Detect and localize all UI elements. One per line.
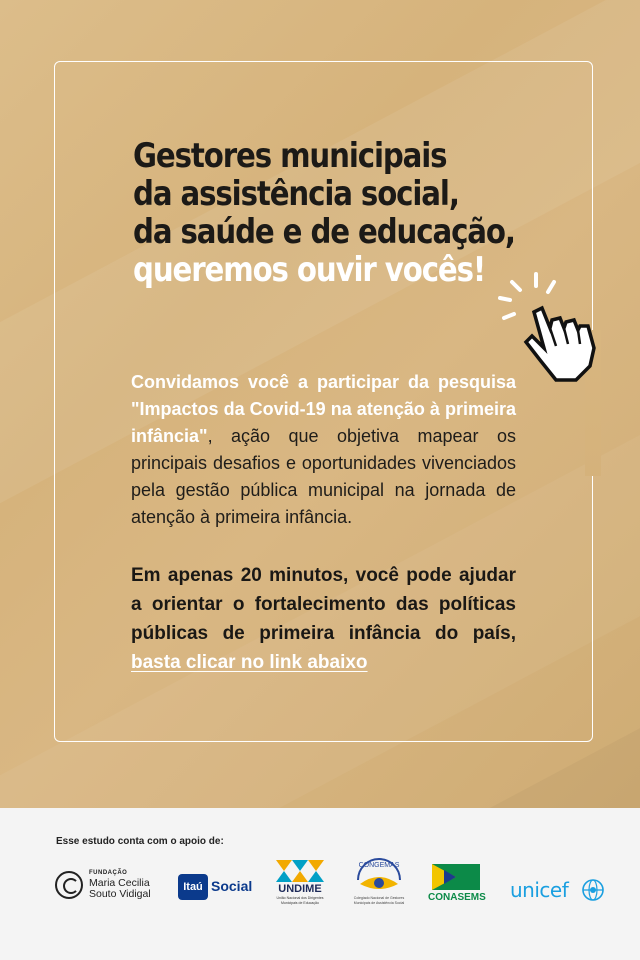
unicef-wordmark: unicef xyxy=(510,878,569,902)
itau-box: Itaú xyxy=(178,874,208,900)
congemas-logo xyxy=(352,858,406,914)
survey-link[interactable]: basta clicar no link abaixo xyxy=(131,652,368,673)
headline-line-3: da saúde e de educação, xyxy=(133,212,515,252)
fmcsv-logo xyxy=(55,868,155,904)
congemas-sub: Colegiado Nacional de Gestores Municipais de Assistência Social xyxy=(353,896,405,905)
undime-name: UNDIME xyxy=(278,883,322,895)
fmcsv-name: Maria Cecilia Souto Vidigal xyxy=(89,877,151,900)
fmcsv-emblem-icon xyxy=(55,871,83,899)
headline-line-4: queremos ouvir vocês! xyxy=(133,250,486,290)
intro-paragraph xyxy=(131,369,516,531)
intro-highlight: Convidamos você a participar da pesquisa "Impactos da Covid-19 na atenção à primeira infância" xyxy=(131,372,516,446)
call-to-action xyxy=(131,561,516,677)
headline-line-1: Gestores municipais xyxy=(133,136,447,176)
headline xyxy=(133,136,515,290)
unicef-logo xyxy=(510,878,606,904)
congemas-name: CONGEMAS xyxy=(358,862,400,869)
intro-rest: , ação que objetiva mapear os principais desafios e oportunidades vivenciados pela gestão pública municipal na jornada de atenção à primeira infância. xyxy=(131,426,516,527)
conasems-logo xyxy=(428,864,484,908)
fmcsv-top-text: FUNDAÇÃO xyxy=(89,870,128,876)
undime-sub: União Nacional dos Dirigentes Municipais de Educação xyxy=(276,896,324,905)
conasems-name: CONASEMS xyxy=(428,892,486,903)
support-label: Esse estudo conta com o apoio de: xyxy=(56,836,224,847)
undime-mark-icon xyxy=(276,860,324,882)
conasems-mark-icon xyxy=(430,864,482,892)
unicef-globe-icon xyxy=(582,879,604,901)
undime-logo xyxy=(272,860,328,910)
congemas-mark-icon xyxy=(354,858,404,894)
headline-line-2: da assistência social, xyxy=(133,174,459,214)
cta-text: Em apenas 20 minutos, você pode ajudar a orientar o fortalecimento das políticas públicas de primeira infância do país, xyxy=(131,565,516,644)
itau-social-logo xyxy=(178,874,256,900)
sponsor-footer xyxy=(0,808,640,960)
itau-social-text: Social xyxy=(211,878,253,894)
